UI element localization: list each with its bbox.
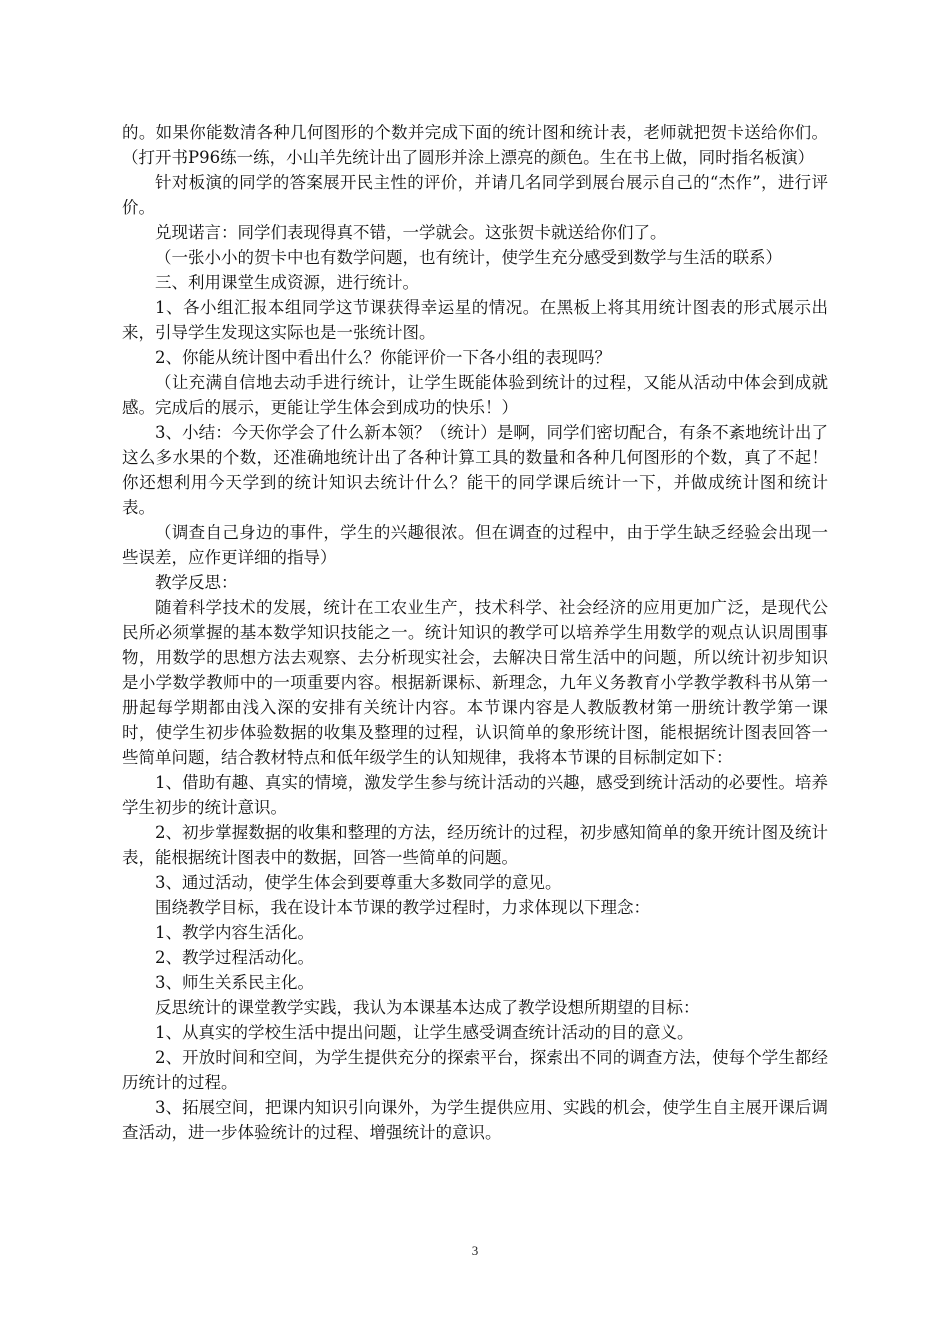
paragraph-continuation: 的。如果你能数清各种几何图形的个数并完成下面的统计图和统计表，老师就把贺卡送给你们。（打开书P96练一练，小山羊先统计出了圆形并涂上漂亮的颜色。生在书上做，同时指名板演） — [122, 123, 828, 167]
paragraph-outcome-3: 3、拓展空间，把课内知识引向课外，为学生提供应用、实践的机会，使学生自主展开课后调查活动，进一步体验统计的过程、增强统计的意识。 — [122, 1098, 828, 1142]
paragraph-step-2: 2、你能从统计图中看出什么？你能评价一下各小组的表现吗？ — [155, 348, 611, 367]
paragraph-concept-2: 2、教学过程活动化。 — [155, 948, 314, 967]
paragraph-concept-1: 1、教学内容生活化。 — [155, 923, 314, 942]
paragraph-card-note: （一张小小的贺卡中也有数学问题，也有统计，使学生充分感受到数学与生活的联系） — [155, 248, 782, 267]
paragraph-practice-reflection: 反思统计的课堂教学实践，我认为本课基本达成了教学设想所期望的目标： — [155, 998, 700, 1017]
paragraph-goal-2: 2、初步掌握数据的收集和整理的方法，经历统计的过程，初步感知简单的象开统计图及统计表，能根据统计图表中的数据，回答一些简单的问题。 — [122, 823, 828, 867]
paragraph-step-2-note: （让充满自信地去动手进行统计，让学生既能体验到统计的过程，又能从活动中体会到成就感。完成后的展示，更能让学生体会到成功的快乐！） — [122, 373, 828, 417]
paragraph-concepts-intro: 围绕教学目标，我在设计本节课的教学过程时，力求体现以下理念： — [155, 898, 650, 917]
paragraph-survey-note: （调查自己身边的事件，学生的兴趣很浓。但在调查的过程中，由于学生缺乏经验会出现一些误差，应作更详细的指导） — [122, 523, 828, 567]
paragraph-peer-evaluation: 针对板演的同学的答案展开民主性的评价，并请几名同学到展台展示自己的“杰作”，进行评价。 — [122, 173, 828, 217]
paragraph-goal-3: 3、通过活动，使学生体会到要尊重大多数同学的意见。 — [155, 873, 562, 892]
paragraph-promise: 兑现诺言：同学们表现得真不错，一学就会。这张贺卡就送给你们了。 — [155, 223, 667, 242]
paragraph-concept-3: 3、师生关系民主化。 — [155, 973, 314, 992]
section-heading-three: 三、利用课堂生成资源，进行统计。 — [155, 273, 419, 292]
paragraph-goal-1: 1、借助有趣、真实的情境，激发学生参与统计活动的兴趣，感受到统计活动的必要性。培养学生初步的统计意识。 — [122, 773, 828, 817]
document-body — [122, 120, 828, 1145]
paragraph-step-1: 1、各小组汇报本组同学这节课获得幸运星的情况。在黑板上将其用统计图表的形式展示出来，引导学生发现这实际也是一张统计图。 — [122, 298, 828, 342]
page-number: 3 — [471, 1243, 479, 1258]
paragraph-step-3-summary: 3、小结：今天你学会了什么新本领？（统计）是啊，同学们密切配合，有条不紊地统计出了这么多水果的个数，还准确地统计出了各种计算工具的数量和各种几何图形的个数，真了不起！你还想利用今天学到的统计知识去统计什么？能干的同学课后统计一下，并做成统计图和统计表。 — [122, 423, 828, 517]
paragraph-outcome-2: 2、开放时间和空间，为学生提供充分的探索平台，探索出不同的调查方法，使每个学生都经历统计的过程。 — [122, 1048, 828, 1092]
heading-teaching-reflection: 教学反思： — [155, 573, 238, 592]
paragraph-outcome-1: 1、从真实的学校生活中提出问题，让学生感受调查统计活动的目的意义。 — [155, 1023, 694, 1042]
paragraph-reflection-intro: 随着科学技术的发展，统计在工农业生产，技术科学、社会经济的应用更加广泛，是现代公民所必须掌握的基本数学知识技能之一。统计知识的教学可以培养学生用数学的观点认识周围事物，用数学的思想方法去观察、去分析现实社会，去解决日常生活中的问题，所以统计初步知识是小学数学教师中的一项重要内容。根据新课标、新理念，九年义务教育小学教学教科书从第一册起每学期都由浅入深的安排有关统计内容。本节课内容是人教版教材第一册统计教学第一课时，使学生初步体验数据的收集及整理的过程，认识简单的象形统计图，能根据统计图表回答一些简单问题，结合教材特点和低年级学生的认知规律，我将本节课的目标制定如下： — [122, 598, 828, 767]
